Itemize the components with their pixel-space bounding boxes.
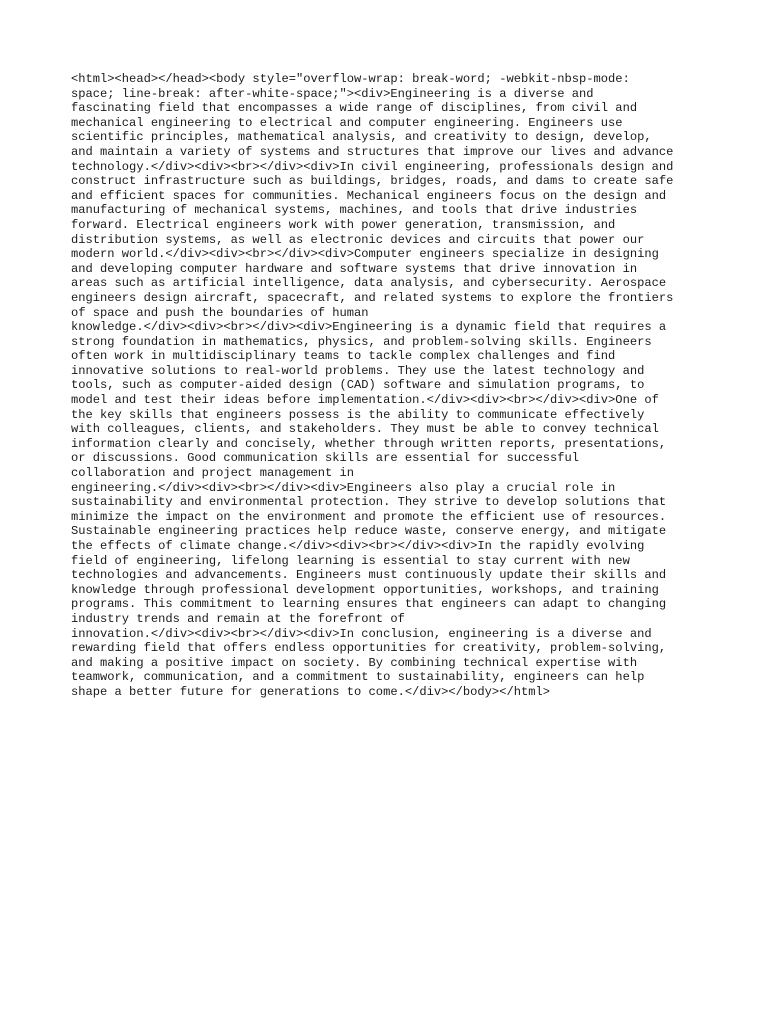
text-line: teamwork, communication, and a commitment to sustainability, engineers can help [71, 670, 645, 685]
text-line: shape a better future for generations to come.</div></body></html> [71, 684, 550, 699]
text-line: forward. Electrical engineers work with power generation, transmission, and [71, 217, 616, 232]
text-line: construct infrastructure such as buildings, bridges, roads, and dams to create safe [71, 174, 674, 189]
text-line: the effects of climate change.</div><div><br></div><div>In the rapidly evolving [71, 539, 645, 553]
text-line: information clearly and concisely, whether through written reports, presentations, [71, 436, 667, 451]
text-line: of space and push the boundaries of human [71, 305, 369, 320]
text-line: engineers design aircraft, spacecraft, and related systems to explore the frontiers [71, 290, 674, 305]
text-line: technology.</div><div><br></div><div>In civil engineering, professionals design and [71, 159, 674, 174]
text-line: distribution systems, as well as electronic devices and circuits that power our [71, 232, 645, 247]
text-line: or discussions. Good communication skills are essential for successful [71, 451, 580, 466]
text-line: knowledge.</div><div><br></div><div>Engineering is a dynamic field that requires a [71, 320, 667, 335]
text-line: the key skills that engineers possess is the ability to communicate effectively [71, 407, 645, 422]
text-line: rewarding field that offers endless opportunities for creativity, problem-solving, [71, 641, 667, 656]
text-line: space; line-break: after-white-space;"><div>Engineering is a diverse and [71, 86, 594, 101]
raw-html-text-document [71, 72, 703, 700]
text-line: strong foundation in mathematics, physics, and problem-solving skills. Engineers [71, 334, 652, 349]
text-line: field of engineering, lifelong learning is essential to stay current with new [71, 553, 630, 568]
text-line: knowledge through professional development opportunities, workshops, and training [71, 582, 659, 597]
text-line: collaboration and project management in [71, 466, 355, 481]
text-line: innovation.</div><div><br></div><div>In conclusion, engineering is a diverse and [71, 626, 652, 641]
text-line: modern world.</div><div><br></div><div>Computer engineers specialize in designing [71, 247, 659, 262]
text-line: often work in multidisciplinary teams to tackle complex challenges and find [71, 349, 616, 364]
text-line: and making a positive impact on society. By combining technical expertise with [71, 655, 638, 670]
text-line: manufacturing of mechanical systems, machines, and tools that drive industries [71, 203, 638, 218]
text-line: scientific principles, mathematical analysis, and creativity to design, develop, [71, 130, 652, 145]
text-line: minimize the impact on the environment and promote the efficient use of resources. [71, 509, 667, 524]
text-line: sustainability and environmental protection. They strive to develop solutions that [71, 495, 667, 510]
text-line: technologies and advancements. Engineers must continuously update their skills and [71, 568, 667, 583]
text-line: engineering.</div><div><br></div><div>Engineers also play a crucial role in [71, 480, 616, 495]
text-line: areas such as artificial intelligence, data analysis, and cybersecurity. Aerospace [71, 276, 667, 291]
text-line: and maintain a variety of systems and structures that improve our lives and advance [71, 144, 674, 159]
text-line: and efficient spaces for communities. Mechanical engineers focus on the design and [71, 188, 667, 203]
text-line: programs. This commitment to learning ensures that engineers can adapt to changing [71, 597, 667, 612]
text-line: <html><head></head><body style="overflow-wrap: break-word; -webkit-nbsp-mode: [71, 72, 630, 86]
text-line: with colleagues, clients, and stakeholders. They must be able to convey technical [71, 422, 659, 437]
text-line: innovative solutions to real-world problems. They use the latest technology and [71, 363, 645, 378]
text-line: mechanical engineering to electrical and computer engineering. Engineers use [71, 115, 623, 130]
text-line: tools, such as computer-aided design (CAD) software and simulation programs, to [71, 378, 645, 393]
text-line: model and test their ideas before implementation.</div><div><br></div><div>One of [71, 393, 659, 408]
text-line: and developing computer hardware and software systems that drive innovation in [71, 261, 638, 276]
text-line: fascinating field that encompasses a wide range of disciplines, from civil and [71, 101, 638, 116]
text-line: industry trends and remain at the forefront of [71, 611, 405, 626]
text-line: Sustainable engineering practices help reduce waste, conserve energy, and mitigate [71, 524, 667, 539]
